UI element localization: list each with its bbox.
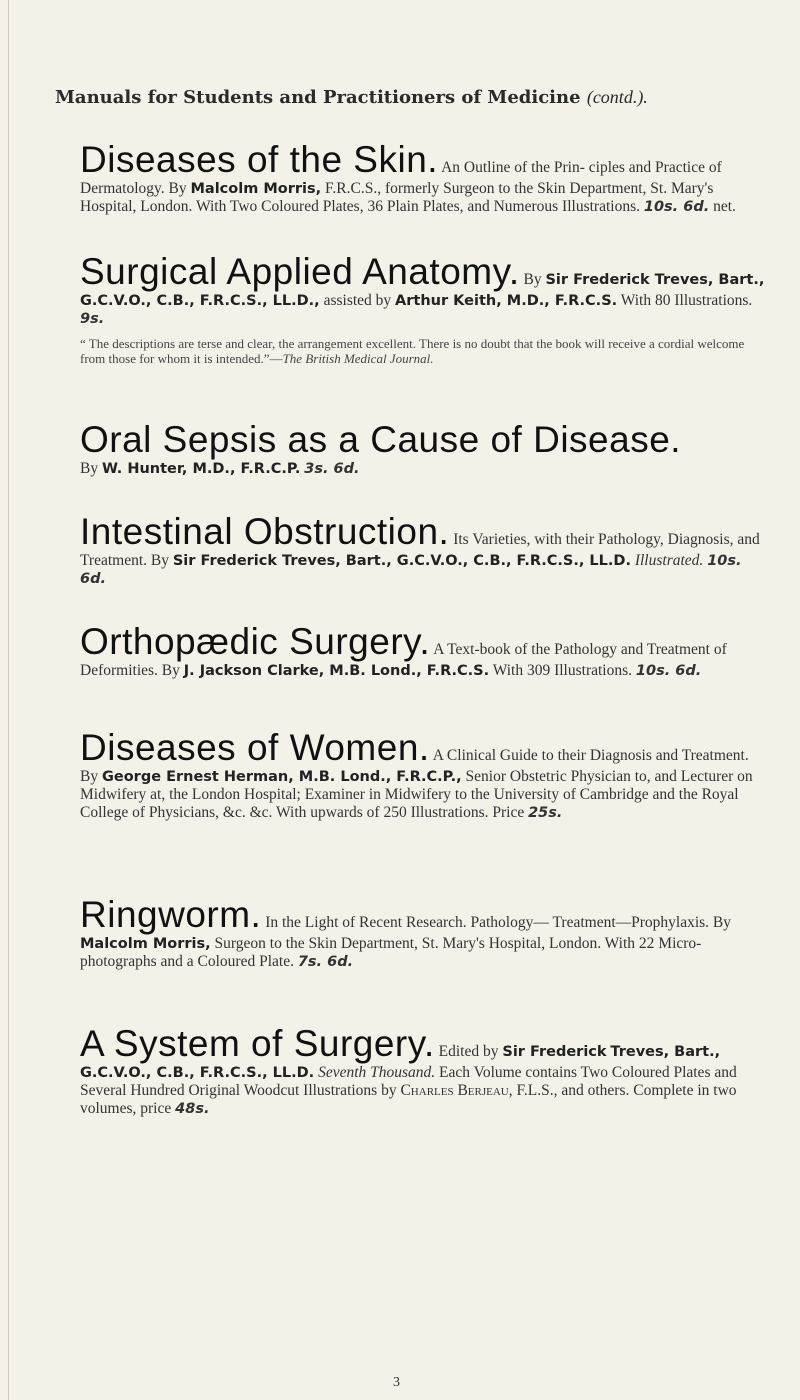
entry-text: assisted by xyxy=(319,292,396,309)
entry-text: Surgeon to the Skin Department, St. Mary's Hospital, London. With 22 Micro-photographs and a Coloured Plate. xyxy=(80,935,702,970)
price: 10s. 6d. xyxy=(80,553,742,587)
review-quote xyxy=(80,336,770,366)
entry-note: Seventh Thousand. xyxy=(318,1064,436,1081)
entry-subtitle: A Clinical Guide to their xyxy=(432,747,586,764)
entry-title: Orthopædic Surgery. xyxy=(80,621,431,662)
price: 25s. xyxy=(528,805,563,821)
entry-subtitle: By xyxy=(523,271,542,288)
entry-oral-sepsis xyxy=(80,420,770,478)
entry-text: Pathology, Diagnosis, and Treatment. By xyxy=(80,531,760,569)
entry-subtitle: Edited by xyxy=(438,1043,503,1060)
entry-text: With 309 Illustrations. xyxy=(489,662,636,679)
editor-name-start: Sir Frederick xyxy=(502,1044,607,1060)
author-name: George Ernest Herman, M.B. Lond., F.R.C.P., xyxy=(101,769,462,785)
price: 9s. xyxy=(80,311,105,327)
entry-title: A System of Surgery. xyxy=(80,1023,435,1064)
entry-text: Each Volume contains Two Coloured Plates and Several Hundred Original Woodcut Illustrations by xyxy=(80,1064,737,1099)
entry-orthopaedic-surgery xyxy=(80,622,770,680)
entry-intestinal-obstruction xyxy=(80,512,770,588)
entry-text: With 80 Illustrations. xyxy=(617,292,753,309)
author-name: W. Hunter, M.D., F.R.C.P. xyxy=(101,461,301,477)
entry-ringworm xyxy=(80,895,770,971)
entry-note: Illustrated. xyxy=(634,552,704,569)
price: 10s. 6d. xyxy=(635,663,702,679)
entry-surgical-applied-anatomy xyxy=(80,252,770,366)
entry-subtitle: A Text-book of the Pathology xyxy=(433,641,617,658)
author-name: Sir Frederick Treves, Bart., G.C.V.O., C.B., F.R.C.S., LL.D. xyxy=(172,553,631,569)
entry-text: Diagnosis and Treatment. By xyxy=(80,747,749,785)
price: 7s. 6d. xyxy=(297,954,354,970)
entry-subtitle: An Outline of the Prin- xyxy=(441,159,585,176)
price: 48s. xyxy=(175,1101,210,1117)
author-name: Malcolm Morris, xyxy=(190,181,322,197)
price: 10s. 6d. xyxy=(643,199,710,215)
entry-title: Diseases of the Skin. xyxy=(80,139,439,180)
header-text: Manuals for Students and Practitioners of Medicine xyxy=(55,87,581,108)
entry-title: Oral Sepsis as a Cause of Disease. xyxy=(80,419,682,460)
illustrator-name: Charles Berjeau xyxy=(400,1082,509,1099)
entry-subtitle: Its Varieties, with their xyxy=(453,531,595,548)
entry-diseases-of-the-skin xyxy=(80,140,770,216)
author-name: Sir Frederick Treves, Bart., G.C.V.O., C.B., F.R.C.S., LL.D., xyxy=(80,272,765,309)
assistant-name: Arthur Keith, M.D., F.R.C.S. xyxy=(395,293,618,309)
page-number: 3 xyxy=(393,1375,400,1390)
entry-text: Senior Obstetric Physician to, and Lecturer on Midwifery at, the London Hospital; Examiner in Midwifery to the University of Cambridge and the Royal College of Physicians, &c. &c. With upwards of 250 Illustrations. Price xyxy=(80,768,753,821)
entry-subtitle: In the Light of Recent Research. Pathology— xyxy=(265,914,549,931)
page-header xyxy=(55,87,775,108)
page-edge-line xyxy=(8,0,9,1400)
entry-text: ciples and Practice of Dermatology. By xyxy=(80,159,722,197)
entry-title: Intestinal Obstruction. xyxy=(80,511,450,552)
editor-name: Treves, Bart., G.C.V.O., C.B., F.R.C.S., LL.D. xyxy=(80,1044,721,1081)
entry-text: By xyxy=(80,460,102,477)
quote-text: “ The descriptions are terse and clear, the arrangement excellent. There is no doubt that the book will receive a cordial welcome from those for whom it is intended.”— xyxy=(80,336,745,366)
entry-diseases-of-women xyxy=(80,728,770,822)
author-name: Malcolm Morris, xyxy=(80,936,211,952)
entry-title: Surgical Applied Anatomy. xyxy=(80,251,520,292)
header-contd: (contd.). xyxy=(586,87,648,107)
entry-text: net. xyxy=(709,198,736,215)
entry-text: Treatment—Prophylaxis. By xyxy=(552,914,732,931)
entry-title: Ringworm. xyxy=(80,894,262,935)
entry-title: Diseases of Women. xyxy=(80,727,430,768)
entry-a-system-of-surgery xyxy=(80,1024,770,1118)
entry-text: , F.L.S., and others. Complete in two volumes, price xyxy=(80,1082,737,1117)
entry-text: F.R.C.S., formerly Surgeon to the Skin Department, St. Mary's Hospital, London. With Two Coloured Plates, 36 Plain Plates, and Numerous Illustrations. xyxy=(80,180,714,215)
author-name: J. Jackson Clarke, M.B. Lond., F.R.C.S. xyxy=(183,663,490,679)
entry-text: and Treatment of Deformities. By xyxy=(80,641,727,679)
quote-source: The British Medical Journal. xyxy=(282,351,434,366)
price: 3s. 6d. xyxy=(304,461,360,477)
